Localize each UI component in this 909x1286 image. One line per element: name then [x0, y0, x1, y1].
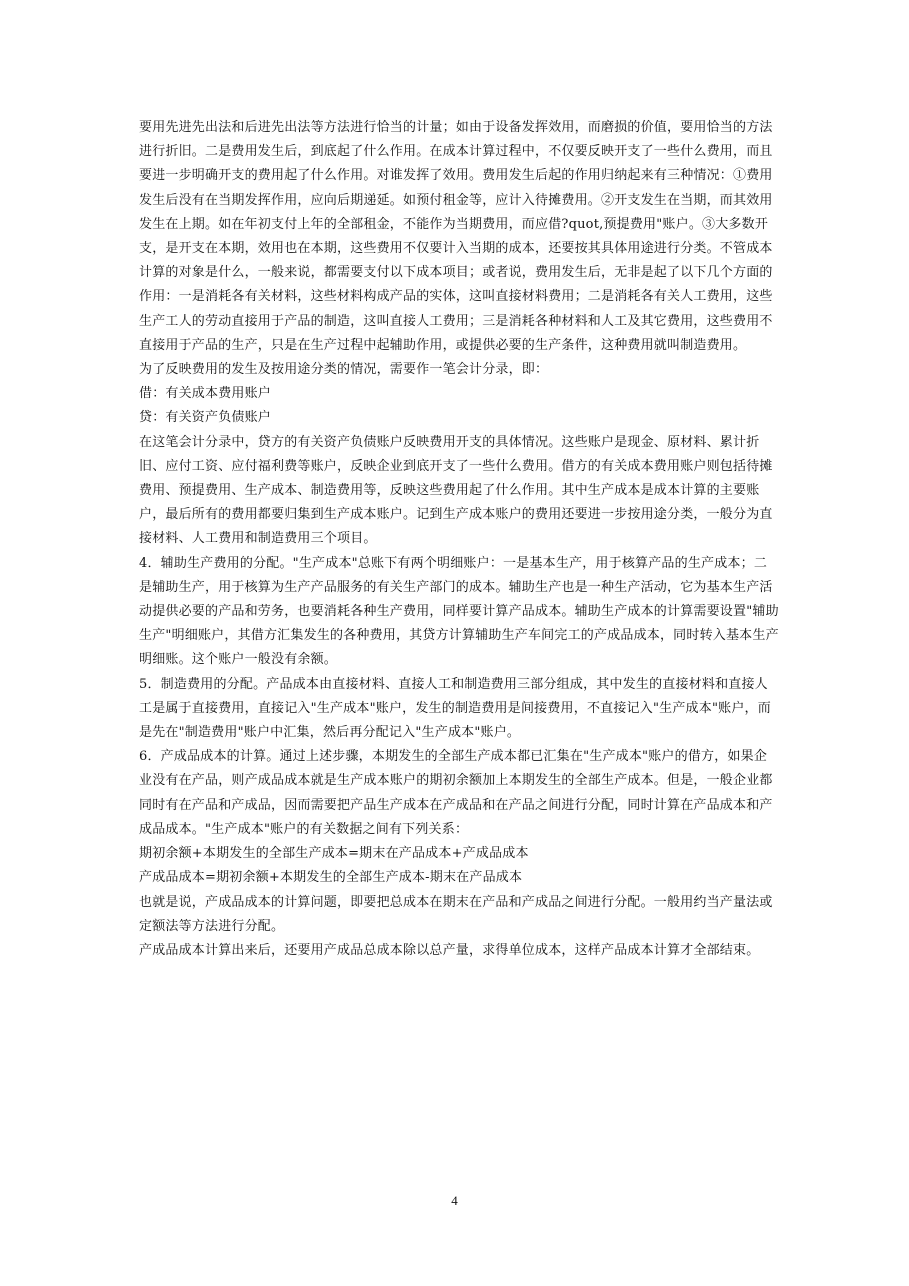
formula-balance: 期初余额+本期发生的全部生产成本=期末在产品成本+产成品成本 [139, 846, 529, 862]
paragraph-unit-cost: 产成品成本计算出来后，还要用产成品总成本除以总产量，求得单位成本，这样产品成本计算才全部结束。 [139, 942, 760, 958]
paragraph-credit-entry: 贷：有关资产负债账户 [139, 410, 272, 426]
page-number: 4 [451, 1193, 458, 1208]
paragraph-allocation-methods: 也就是说，产成品成本的计算问题，即要把总成本在期末在产品和产成品之间进行分配。一般用约当产量法或定额法等方法进行分配。 [139, 894, 773, 934]
paragraph-debit-entry: 借：有关成本费用账户 [139, 386, 272, 402]
paragraph-cost-effect: 要用先进先出法和后进先出法等方法进行恰当的计量；如由于设备发挥效用，而磨损的价值，要用恰当的方法进行折旧。二是费用发生后，到底起了什么作用。在成本计算过程中，不仅要反映开支了一些什么费用，而且要进一步明确开支的费用起了什么作用。对谁发挥了效用。费用发生后起的作用归纳起来有三种情况：①费用发生后没有在当期发挥作用，应向后期递延。如预付租金等，应计入待摊费用。②开支发生在当期，而其效用发生在上期。如在年初支付上年的全部租金，不能作为当期费用，而应借?quot,预提费用"账户。③大多数开支，是开支在本期，效用也在本期，这些费用不仅要计入当期的成本，还要按其具体用途进行分类。不管成本计算的对象是什么，一般来说，都需要支付以下成本项目；或者说，费用发生后，无非是起了以下几个方面的作用：一是消耗各有关材料，这些材料构成产品的实体，这叫直接材料费用；二是消耗各有关人工费用，这些生产工人的劳动直接用于产品的制造，这叫直接人工费用；三是消耗各种材料和人工及其它费用，这些费用不直接用于产品的生产，只是在生产过程中起辅助作用，或提供必要的生产条件，这种费用就叫制造费用。 [139, 120, 773, 353]
paragraph-auxiliary-production: 4．辅助生产费用的分配。"生产成本"总账下有两个明细账户：一是基本生产，用于核算产品的生产成本；二是辅助生产，用于核算为生产产品服务的有关生产部门的成本。辅助生产也是一种生产活动，它为基本生产活动提供必要的产品和劳务，也要消耗各种生产费用，同样要计算产品成本。辅助生产成本的计算需要设置"辅助生产"明细账户，其借方汇集发生的各种费用，其贷方计算辅助生产车间完工的产成品成本，同时转入基本生产明细账。这个账户一般没有余额。 [139, 555, 779, 668]
formula-finished-goods-cost: 产成品成本=期初余额+本期发生的全部生产成本-期末在产品成本 [139, 870, 523, 886]
paragraph-overhead-allocation: 5．制造费用的分配。产品成本由直接材料、直接人工和制造费用三部分组成，其中发生的直接材料和直接人工是属于直接费用，直接记入"生产成本"账户，发生的制造费用是间接费用，不直接记入"生产成本"账户，而是先在"制造费用"账户中汇集，然后再分配记入"生产成本"账户。 [139, 676, 771, 741]
paragraph-finished-goods: 6．产成品成本的计算。通过上述步骤，本期发生的全部生产成本都已汇集在"生产成本"账户的借方，如果企业没有在产品，则产成品成本就是生产成本账户的期初余额加上本期发生的全部生产成本。但是，一般企业都同时有在产品和产成品，因而需要把产品生产成本在产成品和在产品之间进行分配，同时计算在产品成本和产成品成本。"生产成本"账户的有关数据之间有下列关系： [139, 749, 773, 837]
paragraph-journal-explanation: 在这笔会计分录中，贷方的有关资产负债账户反映费用开支的具体情况。这些账户是现金、原材料、累计折旧、应付工资、应付福利费等账户，反映企业到底开支了一些什么费用。借方的有关成本费用账户则包括待摊费用、预提费用、生产成本、制造费用等，反映这些费用起了什么作用。其中生产成本是成本计算的主要账户，最后所有的费用都要归集到生产成本账户。记到生产成本账户的费用还要进一步按用途分类，一般分为直接材料、人工费用和制造费用三个项目。 [139, 434, 773, 547]
body-text [139, 116, 779, 963]
paragraph-journal-intro: 为了反映费用的发生及按用途分类的情况，需要作一笔会计分录，即： [139, 362, 549, 378]
